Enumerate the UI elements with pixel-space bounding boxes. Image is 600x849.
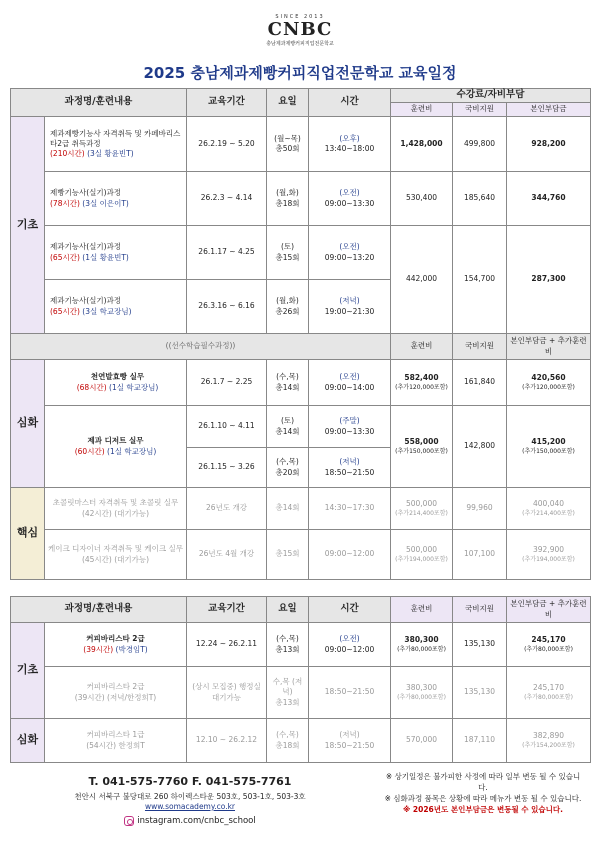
time-cell xyxy=(309,226,391,280)
table-row xyxy=(11,488,591,530)
time-text: 18:50~21:50 xyxy=(324,467,375,477)
self-value: 420,560 xyxy=(531,373,566,383)
day-text: (수,목) xyxy=(276,457,299,467)
fee-cell xyxy=(391,406,453,488)
fee-cell xyxy=(391,530,453,580)
period-cell: 26.2.19 ~ 5.20 xyxy=(187,117,267,172)
course-class: (박경임T) xyxy=(115,644,148,654)
sessions-text: 총18회 xyxy=(275,740,300,750)
period-cell: (상시 모집중) 행정실 대기가능 xyxy=(187,667,267,719)
time-cell: 14:30~17:30 xyxy=(309,488,391,530)
divider-self: 본인부담금 + 추가훈련비 xyxy=(507,334,591,360)
period-cell: 26.1.15 ~ 3.26 xyxy=(187,448,267,488)
self-value: 245,170 xyxy=(532,683,564,693)
day-cell xyxy=(267,280,309,334)
day-cell xyxy=(267,667,309,719)
period-cell: 26.1.7 ~ 2.25 xyxy=(187,360,267,406)
header-course: 과정명/훈련내용 xyxy=(11,597,187,623)
course-cell xyxy=(45,667,187,719)
fee-value: 558,000 xyxy=(404,437,439,447)
course-cell xyxy=(45,360,187,406)
schedule-table-coffee xyxy=(10,596,591,763)
website-link[interactable]: www.somacademy.co.kr xyxy=(144,802,236,811)
fee-value: 380,300 xyxy=(405,683,437,693)
sessions-text: 총13회 xyxy=(275,644,300,654)
time-text: 09:00~12:00 xyxy=(324,644,375,654)
course-hours: (60시간) xyxy=(74,446,105,456)
header-period: 교육기간 xyxy=(187,89,267,117)
period-cell: 26.3.16 ~ 6.16 xyxy=(187,280,267,334)
table-row xyxy=(11,406,591,448)
day-cell xyxy=(267,719,309,763)
prerequisite-label: ((선수학습필수과정)) xyxy=(11,334,391,360)
course-name: 제빵기능사(실기)과정 xyxy=(50,188,122,198)
time-cell xyxy=(309,719,391,763)
logo-mark: CNBC xyxy=(267,19,333,40)
logo-since: SINCE 2013 xyxy=(275,14,325,20)
course-hours: (78시간) xyxy=(50,198,80,208)
category-core: 핵심 xyxy=(11,488,45,580)
note-2: ※ 심화과정 품목은 상황에 따라 메뉴가 변동 될 수 있습니다. xyxy=(384,793,582,803)
day-text: (월,화) xyxy=(276,188,299,198)
self-note: (추가194,000포함) xyxy=(522,555,575,563)
self-note: (추가80,000포함) xyxy=(524,645,573,653)
sessions-cell: 총15회 xyxy=(267,530,309,580)
self-value: 415,200 xyxy=(531,437,566,447)
course-name: 초콜릿마스터 자격취득 및 초콜릿 실무 xyxy=(52,498,179,508)
day-text: (월~목) xyxy=(274,133,301,143)
gov-cell: 499,800 xyxy=(453,117,507,172)
sessions-text: 총14회 xyxy=(275,426,300,436)
fee-note: (추가120,000포함) xyxy=(395,383,448,391)
self-cell xyxy=(507,406,591,488)
course-name: 제과 디저트 실무 xyxy=(87,436,144,446)
header-gov: 국비지원 xyxy=(453,103,507,117)
time-text: 18:50~21:50 xyxy=(324,740,375,750)
gov-cell: 154,700 xyxy=(453,226,507,334)
self-value: 382,890 xyxy=(532,731,564,741)
course-class: (1실 학교장님) xyxy=(107,446,157,456)
fee-cell xyxy=(391,623,453,667)
period-cell: 12.10 ~ 26.2.12 xyxy=(187,719,267,763)
gov-cell: 185,640 xyxy=(453,172,507,226)
category-advanced: 심화 xyxy=(11,360,45,488)
fee-value: 500,000 xyxy=(405,499,437,509)
day-cell xyxy=(267,117,309,172)
self-note: (추가80,000포함) xyxy=(524,693,573,701)
time-label: (주말) xyxy=(339,416,360,426)
day-text: (수,목) xyxy=(276,730,299,740)
divider-fee: 훈련비 xyxy=(391,334,453,360)
gov-cell: 142,800 xyxy=(453,406,507,488)
sessions-text: 총15회 xyxy=(275,252,300,262)
time-label: (오전) xyxy=(339,634,360,644)
sessions-text: 총50회 xyxy=(275,144,300,153)
period-cell: 12.24 ~ 26.2.11 xyxy=(187,623,267,667)
course-cell xyxy=(45,172,187,226)
time-cell xyxy=(309,623,391,667)
header-day: 요일 xyxy=(267,89,309,117)
header-day: 요일 xyxy=(267,597,309,623)
day-cell xyxy=(267,360,309,406)
day-cell xyxy=(267,448,309,488)
time-cell xyxy=(309,172,391,226)
self-cell xyxy=(507,719,591,763)
self-note: (추가120,000포함) xyxy=(522,383,575,391)
time-text: 09:00~13:30 xyxy=(324,198,375,208)
header-period: 교육기간 xyxy=(187,597,267,623)
time-cell xyxy=(309,360,391,406)
sessions-text: 총20회 xyxy=(275,467,300,477)
day-cell xyxy=(267,172,309,226)
course-hours: (210시간) xyxy=(50,149,85,159)
course-class: (3실 학교장님) xyxy=(82,306,132,316)
table-row xyxy=(11,226,591,280)
course-name: 케이크 디자이너 자격취득 및 케이크 실무 xyxy=(47,544,184,554)
course-name: 제과기능사(실기)과정 xyxy=(50,242,122,252)
time-cell xyxy=(309,117,391,172)
self-cell xyxy=(507,360,591,406)
divider-gov: 국비지원 xyxy=(453,334,507,360)
time-label: (저녁) xyxy=(339,457,360,467)
header-course: 과정명/훈련내용 xyxy=(11,89,187,117)
contact-block xyxy=(30,775,350,826)
divider-row xyxy=(11,334,591,360)
course-hours: (54시간) 한정희T xyxy=(86,740,145,750)
time-label: (저녁) xyxy=(339,296,360,306)
fee-cell xyxy=(391,667,453,719)
period-cell: 26년도 개강 xyxy=(187,488,267,530)
course-name: 커피바리스타 2급 xyxy=(86,634,145,644)
time-text: 19:00~21:30 xyxy=(324,306,375,316)
header-self: 본인부담금 + 추가훈련비 xyxy=(507,597,591,623)
self-cell xyxy=(507,667,591,719)
course-class: (3실 이은이T) xyxy=(82,198,129,208)
course-name: 천연발효빵 실무 xyxy=(90,372,145,382)
self-note: (추가154,200포함) xyxy=(522,741,575,749)
self-value: 400,040 xyxy=(533,499,565,509)
header-fee: 훈련비 xyxy=(391,597,453,623)
self-cell xyxy=(507,488,591,530)
self-note: (추가214,400포함) xyxy=(522,509,575,517)
time-cell: 18:50~21:50 xyxy=(309,667,391,719)
course-hours: (42시간) (대기가능) xyxy=(81,508,150,518)
course-class: (1실 황윤빈T) xyxy=(82,252,129,262)
sessions-cell: 총14회 xyxy=(267,488,309,530)
course-name: 제과기능사(실기)과정 xyxy=(50,296,122,306)
course-class: (3실 황윤빈T) xyxy=(87,149,134,159)
course-cell xyxy=(45,719,187,763)
gov-cell: 187,110 xyxy=(453,719,507,763)
gov-cell: 107,100 xyxy=(453,530,507,580)
table-row xyxy=(11,623,591,667)
table-row xyxy=(11,360,591,406)
period-cell: 26년도 4월 개강 xyxy=(187,530,267,580)
time-cell: 09:00~12:00 xyxy=(309,530,391,580)
sessions-text: 총14회 xyxy=(275,382,300,392)
period-cell: 26.1.10 ~ 4.11 xyxy=(187,406,267,448)
day-cell xyxy=(267,406,309,448)
header-fee: 훈련비 xyxy=(391,103,453,117)
gov-cell: 99,960 xyxy=(453,488,507,530)
note-1: ※ 상기일정은 불가피한 사정에 따라 일부 변동 될 수 있습니다. xyxy=(385,772,581,792)
course-hours: (45시간) (대기가능) xyxy=(81,554,150,564)
time-cell xyxy=(309,406,391,448)
category-basic: 기초 xyxy=(11,117,45,334)
day-text: (수,목) xyxy=(276,372,299,382)
self-cell: 344,760 xyxy=(507,172,591,226)
course-cell xyxy=(45,226,187,280)
time-text: 09:00~14:00 xyxy=(324,382,375,392)
fee-note: (추가80,000포함) xyxy=(397,693,446,701)
course-cell xyxy=(45,530,187,580)
day-text: 수,목 (저녁) xyxy=(272,677,303,697)
self-note: (추가150,000포함) xyxy=(522,447,575,455)
header-time: 시간 xyxy=(309,597,391,623)
time-label: (저녁) xyxy=(339,730,360,740)
table-row xyxy=(11,117,591,172)
course-hours: (65시간) xyxy=(50,252,80,262)
self-cell: 287,300 xyxy=(507,226,591,334)
fee-cell xyxy=(391,360,453,406)
fee-note: (추가80,000포함) xyxy=(397,645,446,653)
period-cell: 26.1.17 ~ 4.25 xyxy=(187,226,267,280)
notes-block xyxy=(383,772,583,816)
fee-note: (추가150,000포함) xyxy=(395,447,448,455)
fee-cell xyxy=(391,488,453,530)
day-text: (수,목) xyxy=(276,634,299,644)
time-text: 13:40~18:00 xyxy=(324,144,375,153)
category-coffee-basic: 기초 xyxy=(11,623,45,719)
fee-cell: 442,000 xyxy=(391,226,453,334)
period-cell: 26.2.3 ~ 4.14 xyxy=(187,172,267,226)
fee-note: (추가194,000포함) xyxy=(395,555,448,563)
course-hours: (39시간) xyxy=(83,644,114,654)
self-value: 392,900 xyxy=(533,545,565,555)
course-cell xyxy=(45,488,187,530)
address: 천안시 서북구 불당대로 260 하이렉스타운 503호, 503-1호, 503-3호 xyxy=(74,792,306,801)
day-text: (토) xyxy=(280,416,295,426)
course-name: 커피바리스타 2급 xyxy=(86,682,145,692)
gov-cell: 161,840 xyxy=(453,360,507,406)
course-hours: (68시간) xyxy=(76,382,107,392)
self-cell xyxy=(507,530,591,580)
course-cell xyxy=(45,406,187,488)
time-label: (오전) xyxy=(339,242,360,252)
logo-subtitle: 충남제과제빵커피직업전문학교 xyxy=(266,41,334,47)
table-row xyxy=(11,719,591,763)
gov-cell: 135,130 xyxy=(453,623,507,667)
schedule-table-main xyxy=(10,88,591,580)
gov-cell: 135,130 xyxy=(453,667,507,719)
sessions-text: 총26회 xyxy=(275,306,300,316)
table-row xyxy=(11,667,591,719)
self-value: 245,170 xyxy=(531,635,566,645)
course-name: 커피바리스타 1급 xyxy=(86,730,145,740)
day-cell xyxy=(267,623,309,667)
self-cell: 928,200 xyxy=(507,117,591,172)
fee-cell: 1,428,000 xyxy=(391,117,453,172)
day-text: (토) xyxy=(280,242,295,252)
note-warning: ※ 2026년도 본인부담금은 변동될 수 있습니다. xyxy=(403,804,563,814)
time-label: (오전) xyxy=(339,372,360,382)
sessions-text: 총13회 xyxy=(275,697,300,707)
time-label: (오전) xyxy=(339,188,360,198)
course-cell xyxy=(45,117,187,172)
fee-value: 380,300 xyxy=(404,635,439,645)
header-self: 본인부담금 xyxy=(507,103,591,117)
day-text: (월,화) xyxy=(276,296,299,306)
fee-note: (추가214,400포함) xyxy=(395,509,448,517)
course-hours: (65시간) xyxy=(50,306,80,316)
instagram-link[interactable] xyxy=(30,816,350,826)
self-cell xyxy=(507,623,591,667)
fee-value: 582,400 xyxy=(404,373,439,383)
page-title: 2025 충남제과제빵커피직업전문학교 교육일정 xyxy=(143,64,457,82)
header-gov: 국비지원 xyxy=(453,597,507,623)
course-cell xyxy=(45,280,187,334)
instagram-handle[interactable]: instagram.com/cnbc_school xyxy=(137,816,256,826)
instagram-icon xyxy=(124,816,134,826)
time-label: (오후) xyxy=(339,133,360,143)
header-fee-group: 수강료/자비부담 xyxy=(391,89,591,103)
time-text: 09:00~13:20 xyxy=(324,252,375,262)
fee-value: 500,000 xyxy=(405,545,437,555)
school-logo xyxy=(230,14,370,47)
header-time: 시간 xyxy=(309,89,391,117)
course-hours: (39시간) (저녁/한정희T) xyxy=(74,692,157,702)
time-text: 09:00~13:30 xyxy=(324,426,375,436)
fee-cell: 530,400 xyxy=(391,172,453,226)
course-class: (1실 학교장님) xyxy=(109,382,159,392)
course-name: 제과제빵기능사 자격취득 및 카페바리스타2급 취득과정 xyxy=(50,128,181,148)
table-row xyxy=(11,530,591,580)
category-coffee-advanced: 심화 xyxy=(11,719,45,763)
course-cell xyxy=(45,623,187,667)
phone-fax: T. 041-575-7760 F. 041-575-7761 xyxy=(88,775,292,788)
day-cell xyxy=(267,226,309,280)
time-cell xyxy=(309,448,391,488)
sessions-text: 총18회 xyxy=(275,198,300,208)
table-row xyxy=(11,172,591,226)
fee-cell: 570,000 xyxy=(391,719,453,763)
time-cell xyxy=(309,280,391,334)
